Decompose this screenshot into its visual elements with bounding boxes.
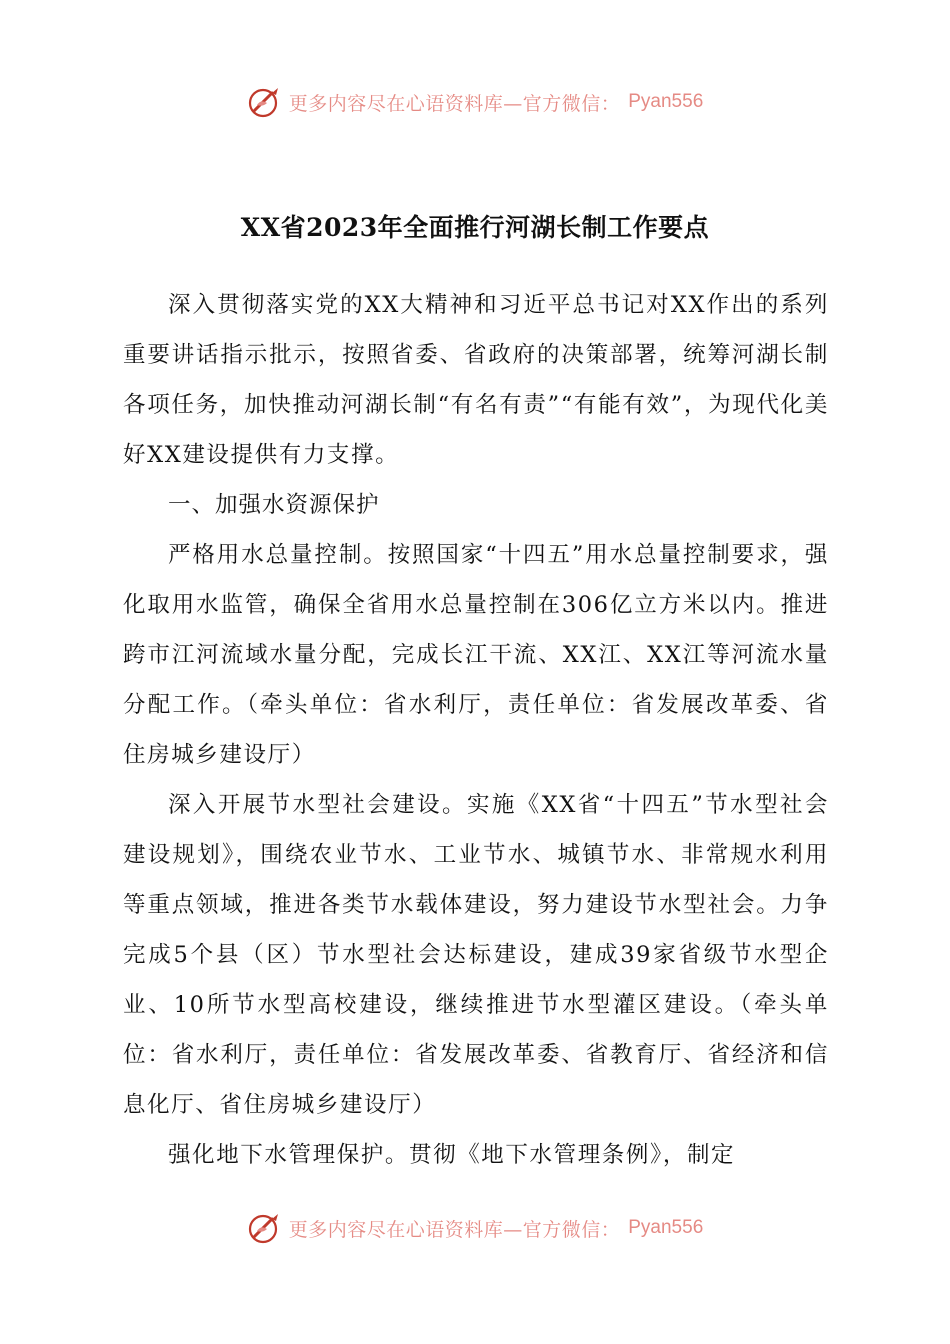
section-heading-1: 一、加强水资源保护	[168, 492, 380, 518]
watermark-wechat-id: Pyan556	[628, 1217, 704, 1238]
pen-logo-icon	[247, 1211, 281, 1245]
footer-watermark	[0, 1208, 950, 1248]
watermark-text: 更多内容尽在心语资料库—官方微信：	[288, 1218, 621, 1241]
intro-paragraph: 深入贯彻落实党的XX大精神和习近平总书记对XX作出的系列重要讲话指示批示，按照省委、省政府的决策部署，统筹河湖长制各项任务，加快推动河湖长制“有名有责”“有能有效”，为现代化美好XX建设提供有力支撑。	[123, 292, 829, 468]
paragraph-water-quota: 严格用水总量控制。按照国家“十四五”用水总量控制要求，强化取用水监管，确保全省用水总量控制在306亿立方米以内。推进跨市江河流域水量分配，完成长江干流、XX江、XX江等河流水量分配工作。（牵头单位：省水利厅，责任单位：省发展改革委、省住房城乡建设厅）	[123, 542, 829, 768]
watermark-wechat-id: Pyan556	[628, 91, 704, 112]
document-body	[123, 280, 829, 1180]
document-title: XX省2023年全面推行河湖长制工作要点	[240, 213, 710, 242]
paragraph-water-saving: 深入开展节水型社会建设。实施《XX省“十四五”节水型社会建设规划》，围绕农业节水、工业节水、城镇节水、非常规水利用等重点领域，推进各类节水载体建设，努力建设节水型社会。力争完成5个县（区）节水型社会达标建设，建成39家省级节水型企业、10所节水型高校建设，继续推进节水型灌区建设。（牵头单位：省水利厅，责任单位：省发展改革委、省教育厅、省经济和信息化厅、省住房城乡建设厅）	[123, 792, 829, 1118]
paragraph-groundwater: 强化地下水管理保护。贯彻《地下水管理条例》，制定	[168, 1142, 736, 1168]
pen-logo-icon	[247, 85, 281, 119]
watermark-text: 更多内容尽在心语资料库—官方微信：	[288, 92, 621, 115]
header-watermark	[0, 82, 950, 122]
